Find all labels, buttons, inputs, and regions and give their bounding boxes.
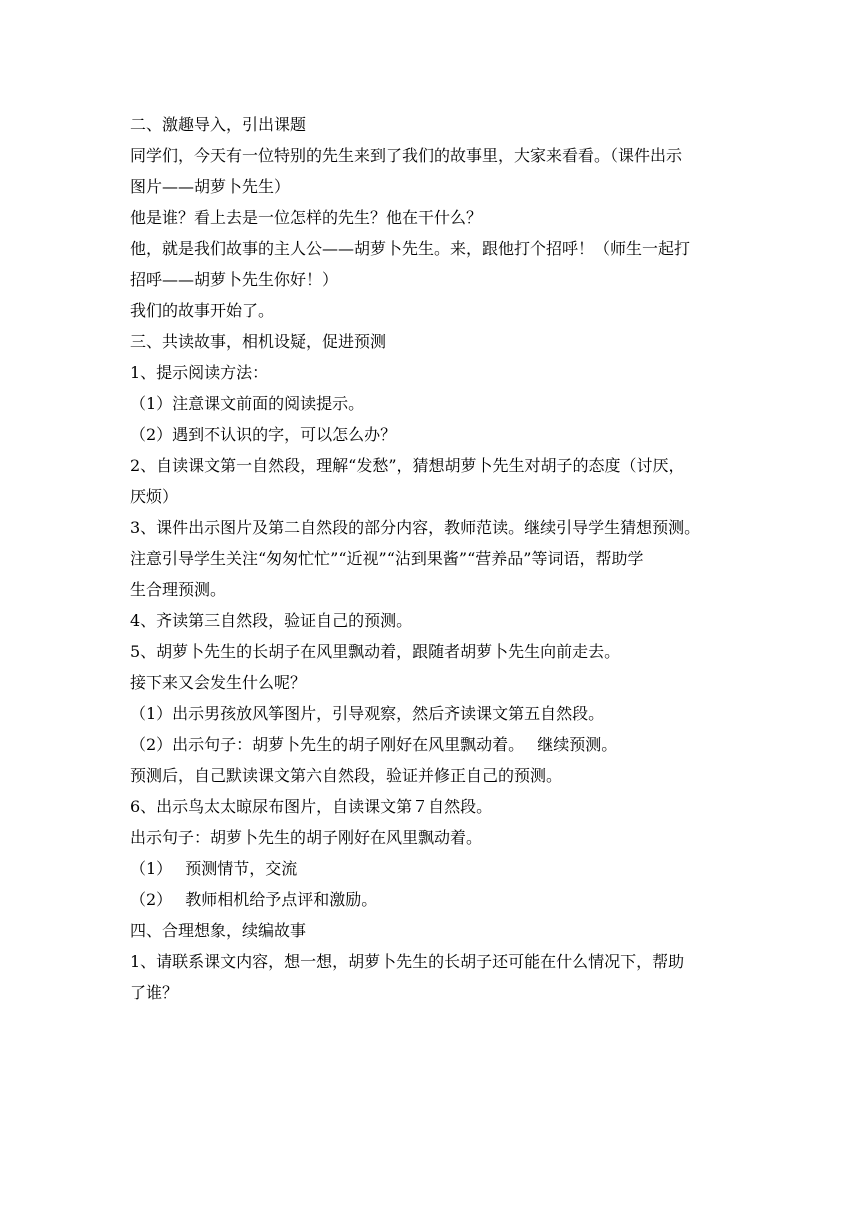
paragraph-line: 他，就是我们故事的主人公——胡萝卜先生。来，跟他打个招呼！（师生一起打 [130, 239, 691, 258]
list-item: 4、齐读第三自然段，验证自己的预测。 [130, 611, 413, 630]
list-item: （2）出示句子：胡萝卜先生的胡子刚好在风里飘动着。 继续预测。 [130, 735, 618, 754]
paragraph-line: 接下来又会发生什么呢？ [130, 673, 307, 692]
document-body [130, 109, 735, 1008]
list-item: 2、自读课文第一自然段，理解“发愁”，猜想胡萝卜先生对胡子的态度（讨厌， [130, 456, 685, 475]
list-item: 1、提示阅读方法： [130, 363, 269, 382]
list-item: 6、出示鸟太太晾尿布图片，自读课文第７自然段。 [130, 797, 493, 816]
section-heading: 二、激趣导入，引出课题 [130, 115, 307, 134]
section-heading: 四、合理想象，续编故事 [130, 921, 307, 940]
paragraph-line: 同学们，今天有一位特别的先生来到了我们的故事里，大家来看看。（课件出示 [130, 146, 683, 165]
paragraph-line: 预测后，自己默读课文第六自然段，验证并修正自己的预测。 [130, 766, 563, 785]
paragraph-line: 图片——胡萝卜先生） [130, 177, 291, 196]
paragraph-line: 他是谁？看上去是一位怎样的先生？他在干什么？ [130, 208, 483, 227]
list-item: （1）注意课文前面的阅读提示。 [130, 394, 365, 413]
paragraph-line: 生合理预测。 [130, 580, 227, 599]
paragraph-line: 了谁？ [130, 983, 179, 1002]
paragraph-line: 厌烦） [130, 487, 179, 506]
section-heading: 三、共读故事，相机设疑，促进预测 [130, 332, 387, 351]
list-item: （2） 教师相机给予点评和激励。 [130, 890, 378, 909]
list-item: 3、课件出示图片及第二自然段的部分内容，教师范读。继续引导学生猜想预测。 [130, 518, 701, 537]
paragraph-line: 出示句子：胡萝卜先生的胡子刚好在风里飘动着。 [130, 828, 483, 847]
paragraph-line: 招呼——胡萝卜先生你好！） [130, 270, 339, 289]
paragraph-line: 我们的故事开始了。 [130, 301, 275, 320]
paragraph-line: 注意引导学生关注“匆匆忙忙”“近视”“沾到果酱”“营养品”等词语，帮助学 [130, 549, 644, 568]
list-item: （2）遇到不认识的字，可以怎么办？ [130, 425, 397, 444]
list-item: 5、胡萝卜先生的长胡子在风里飘动着，跟随者胡萝卜先生向前走去。 [130, 642, 621, 661]
list-item: （1） 预测情节，交流 [130, 859, 298, 878]
list-item: 1、请联系课文内容，想一想，胡萝卜先生的长胡子还可能在什么情况下，帮助 [130, 952, 685, 971]
list-item: （1）出示男孩放风筝图片，引导观察，然后齐读课文第五自然段。 [130, 704, 605, 723]
